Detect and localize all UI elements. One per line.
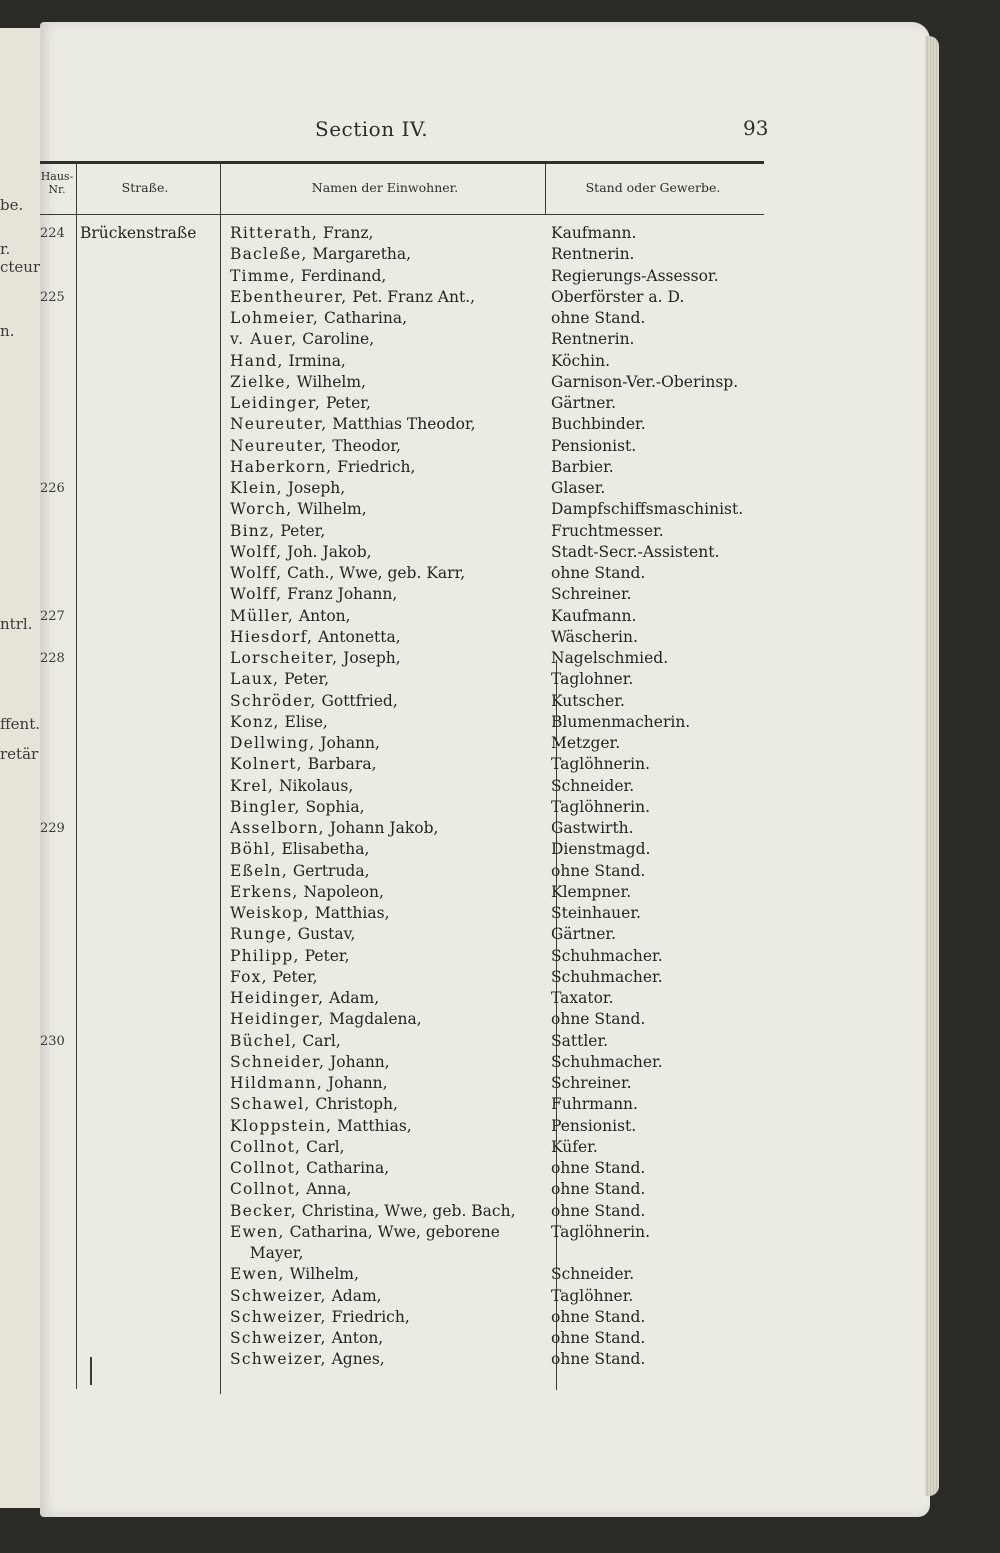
- table-row: [0, 329, 1000, 350]
- surname: Krel,: [230, 777, 275, 795]
- resident-name: [230, 776, 555, 797]
- resident-name: [230, 903, 555, 924]
- resident-name: [230, 478, 555, 499]
- table-row: [0, 308, 1000, 329]
- table-row: [0, 648, 1000, 669]
- given-name: Elise,: [279, 713, 328, 731]
- table-row: [0, 1158, 1000, 1179]
- occupation: Gärtner.: [551, 925, 617, 943]
- resident-name: [230, 924, 555, 945]
- occupation: Taxator.: [551, 989, 614, 1007]
- resident-name: [230, 669, 555, 690]
- surname: Lorscheiter,: [230, 649, 339, 667]
- resident-name: [230, 1031, 555, 1052]
- occupation: Sattler.: [551, 1032, 609, 1050]
- resident-name: [230, 1264, 555, 1285]
- occupation: Stadt-Secr.-Assistent.: [551, 543, 720, 561]
- surname: v. Auer,: [230, 330, 298, 348]
- given-name: Friedrich,: [332, 458, 416, 476]
- given-name: Wilhelm,: [292, 500, 367, 518]
- resident-name: [230, 393, 555, 414]
- table-row: [0, 244, 1000, 265]
- surname: Lohmeier,: [230, 309, 320, 327]
- given-name: Gottfried,: [316, 692, 398, 710]
- resident-name: [230, 436, 555, 457]
- given-name: Barbara,: [302, 755, 377, 773]
- table-row: [0, 988, 1000, 1009]
- table-row: [0, 499, 1000, 520]
- resident-name: [230, 1349, 555, 1370]
- table-row: [0, 393, 1000, 414]
- surname: Ebentheurer,: [230, 288, 348, 306]
- column-header-occupation: Stand oder Gewerbe.: [585, 180, 721, 195]
- resident-name: [230, 818, 555, 839]
- surname: Laux,: [230, 670, 280, 688]
- given-name: Carl,: [297, 1032, 341, 1050]
- resident-name: [230, 223, 555, 244]
- left-page-fragment: n.: [0, 322, 15, 340]
- resident-name: [230, 967, 555, 988]
- surname: Ewen,: [230, 1223, 285, 1241]
- resident-name: [230, 287, 555, 308]
- given-name: Johann,: [325, 1053, 390, 1071]
- given-name: Friedrich,: [326, 1308, 410, 1326]
- given-name: Joh. Jakob,: [282, 543, 372, 561]
- table-row: [0, 1031, 1000, 1052]
- column-header-names: Namen der Einwohner.: [311, 180, 459, 195]
- given-name: Margaretha,: [307, 245, 412, 263]
- surname: Eßeln,: [230, 862, 288, 880]
- occupation: ohne Stand.: [551, 564, 646, 582]
- table-row: [0, 1286, 1000, 1307]
- resident-name: [230, 1222, 555, 1243]
- table-row: [0, 1243, 1000, 1264]
- given-name: Franz,: [318, 224, 374, 242]
- given-name: Pet. Franz Ant.,: [347, 288, 476, 306]
- resident-name: [230, 244, 555, 265]
- table-row: [0, 627, 1000, 648]
- occupation: Regierungs-Assessor.: [551, 267, 719, 285]
- given-name: Wilhelm,: [284, 1265, 359, 1283]
- table-row: [0, 712, 1000, 733]
- surname: Becker,: [230, 1202, 297, 1220]
- table-row: [0, 606, 1000, 627]
- surname: Heidinger,: [230, 1010, 325, 1028]
- page-title: Section IV.: [315, 117, 429, 141]
- table-row: [0, 776, 1000, 797]
- surname: Haberkorn,: [230, 458, 333, 476]
- table-row: [0, 924, 1000, 945]
- given-name: Matthias,: [332, 1117, 412, 1135]
- table-row: [0, 733, 1000, 754]
- given-name: Adam,: [324, 989, 380, 1007]
- surname: Asselborn,: [230, 819, 325, 837]
- surname: Wolff,: [230, 543, 283, 561]
- resident-name: [230, 351, 555, 372]
- given-name: Joseph,: [338, 649, 401, 667]
- resident-name: [230, 861, 555, 882]
- occupation: ohne Stand.: [551, 1010, 646, 1028]
- surname: Ritterath,: [230, 224, 319, 242]
- given-name: Johann,: [315, 734, 380, 752]
- resident-name: [230, 988, 555, 1009]
- table-row: [0, 223, 1000, 244]
- resident-name: [230, 733, 555, 754]
- occupation: Taglöhner.: [551, 1287, 634, 1305]
- resident-name: [230, 563, 555, 584]
- occupation: Garnison-Ver.-Oberinsp.: [551, 373, 739, 391]
- occupation: Kutscher.: [551, 692, 625, 710]
- surname: Schawel,: [230, 1095, 311, 1113]
- occupation: Fruchtmesser.: [551, 522, 664, 540]
- house-number: 226: [40, 481, 65, 496]
- column-header-street: Straße.: [121, 180, 169, 195]
- given-name: Peter,: [267, 968, 318, 986]
- table-row: [0, 266, 1000, 287]
- table-row: [0, 563, 1000, 584]
- left-page-fragment: cteur: [0, 258, 41, 276]
- given-name: Cath., Wwe, geb. Karr,: [282, 564, 466, 582]
- given-name: Anton,: [326, 1329, 384, 1347]
- given-name: Catharina, Wwe, geborene: [284, 1223, 500, 1241]
- table-row: [0, 1073, 1000, 1094]
- given-name: Peter,: [279, 670, 330, 688]
- surname: Hand,: [230, 352, 284, 370]
- occupation: ohne Stand.: [551, 1159, 646, 1177]
- surname: Wolff,: [230, 585, 283, 603]
- table-row: [0, 436, 1000, 457]
- surname: Collnot,: [230, 1159, 302, 1177]
- surname: Schneider,: [230, 1053, 326, 1071]
- surname: Kolnert,: [230, 755, 303, 773]
- table-row: [0, 967, 1000, 988]
- resident-name: [230, 1094, 555, 1115]
- given-name: Antonetta,: [313, 628, 401, 646]
- surname: Heidinger,: [230, 989, 325, 1007]
- occupation: ohne Stand.: [551, 1202, 646, 1220]
- table-top-rule: [40, 161, 764, 164]
- table-row: [0, 1179, 1000, 1200]
- resident-name: [230, 648, 555, 669]
- given-name: Napoleon,: [298, 883, 384, 901]
- resident-name: [230, 712, 555, 733]
- surname: Wolff,: [230, 564, 283, 582]
- surname: Hiesdorf,: [230, 628, 314, 646]
- occupation: Schuhmacher.: [551, 947, 663, 965]
- table-row: [0, 521, 1000, 542]
- occupation: Taglohner.: [551, 670, 634, 688]
- surname: Dellwing,: [230, 734, 316, 752]
- given-name: Peter,: [321, 394, 371, 412]
- resident-name: [230, 1243, 555, 1264]
- resident-name: [230, 1137, 555, 1158]
- surname: Neureuter,: [230, 437, 328, 455]
- occupation: Taglöhnerin.: [551, 798, 651, 816]
- occupation: Kaufmann.: [551, 224, 637, 242]
- occupation: ohne Stand.: [551, 1308, 646, 1326]
- occupation: Dampfschiffsmaschinist.: [551, 500, 744, 518]
- surname: Müller,: [230, 607, 294, 625]
- given-name: Ferdinand,: [296, 267, 387, 285]
- table-row: [0, 903, 1000, 924]
- occupation: ohne Stand.: [551, 1350, 646, 1368]
- occupation: Köchin.: [551, 352, 611, 370]
- surname: Neureuter,: [230, 415, 328, 433]
- given-name: Carl,: [301, 1138, 345, 1156]
- resident-name: [230, 414, 555, 435]
- given-name: Anton,: [293, 607, 351, 625]
- given-name: Christina, Wwe, geb. Bach,: [296, 1202, 516, 1220]
- occupation: Schreiner.: [551, 585, 632, 603]
- house-number: 229: [40, 821, 65, 836]
- left-page-fragment: be.: [0, 196, 24, 214]
- resident-name: [230, 542, 555, 563]
- surname: Konz,: [230, 713, 280, 731]
- resident-name: [230, 754, 555, 775]
- surname: Bingler,: [230, 798, 301, 816]
- occupation: Gärtner.: [551, 394, 617, 412]
- table-row: [0, 797, 1000, 818]
- surname: Kloppstein,: [230, 1117, 333, 1135]
- table-row: [0, 754, 1000, 775]
- table-row: [0, 882, 1000, 903]
- resident-name: [230, 1158, 555, 1179]
- given-name: Franz Johann,: [282, 585, 398, 603]
- house-number: 224: [40, 226, 65, 241]
- surname: Hildmann,: [230, 1074, 323, 1092]
- column-header-house-no: Haus-Nr.: [40, 170, 74, 196]
- table-row: [0, 1137, 1000, 1158]
- table-row: [0, 1201, 1000, 1222]
- given-name: Agnes,: [326, 1350, 385, 1368]
- left-page-fragment: retär: [0, 745, 39, 763]
- occupation: Schneider.: [551, 777, 635, 795]
- given-name: Matthias Theodor,: [327, 415, 476, 433]
- given-name: Adam,: [326, 1287, 382, 1305]
- occupation: Taglöhnerin.: [551, 1223, 651, 1241]
- surname: Erkens,: [230, 883, 299, 901]
- given-name: Joseph,: [282, 479, 346, 497]
- table-row: [0, 1264, 1000, 1285]
- surname: Philipp,: [230, 947, 300, 965]
- given-name: Irmina,: [283, 352, 346, 370]
- surname: Weiskop,: [230, 904, 310, 922]
- occupation: Fuhrmann.: [551, 1095, 638, 1113]
- table-row: [0, 1349, 1000, 1370]
- left-page-fragment: ffent.: [0, 715, 40, 733]
- surname: Binz,: [230, 522, 276, 540]
- surname: Schweizer,: [230, 1350, 327, 1368]
- given-name: Mayer,: [230, 1244, 304, 1262]
- resident-name: [230, 1179, 555, 1200]
- surname: Böhl,: [230, 840, 277, 858]
- resident-name: [230, 1073, 555, 1094]
- occupation: Klempner.: [551, 883, 632, 901]
- given-name: Matthias,: [309, 904, 390, 922]
- resident-name: [230, 1286, 555, 1307]
- table-row: [0, 839, 1000, 860]
- table-row: [0, 372, 1000, 393]
- surname: Bacleße,: [230, 245, 308, 263]
- given-name: Theodor,: [327, 437, 401, 455]
- left-page-fragment: ntrl.: [0, 615, 33, 633]
- surname: Schweizer,: [230, 1329, 327, 1347]
- occupation: ohne Stand.: [551, 309, 646, 327]
- table-row: [0, 946, 1000, 967]
- table-row: [0, 691, 1000, 712]
- occupation: Rentnerin.: [551, 245, 635, 263]
- table-row: [0, 1328, 1000, 1349]
- resident-name: [230, 1116, 555, 1137]
- house-number: 225: [40, 290, 65, 305]
- occupation: Kaufmann.: [551, 607, 637, 625]
- surname: Fox,: [230, 968, 268, 986]
- surname: Schweizer,: [230, 1287, 327, 1305]
- occupation: Nagelschmied.: [551, 649, 669, 667]
- occupation: Oberförster a. D.: [551, 288, 685, 306]
- surname: Schweizer,: [230, 1308, 327, 1326]
- occupation: Blumenmacherin.: [551, 713, 691, 731]
- resident-name: [230, 1328, 555, 1349]
- resident-name: [230, 1009, 555, 1030]
- table-row: [0, 818, 1000, 839]
- given-name: Peter,: [275, 522, 326, 540]
- given-name: Catharina,: [319, 309, 408, 327]
- table-row: [0, 287, 1000, 308]
- surname: Büchel,: [230, 1032, 298, 1050]
- resident-name: [230, 521, 555, 542]
- surname: Collnot,: [230, 1180, 302, 1198]
- occupation: Schneider.: [551, 1265, 635, 1283]
- given-name: Wilhelm,: [291, 373, 366, 391]
- page-number: 93: [743, 116, 769, 140]
- surname: Klein,: [230, 479, 283, 497]
- table-row: [0, 1307, 1000, 1328]
- given-name: Nikolaus,: [274, 777, 354, 795]
- left-page-fragment: r.: [0, 240, 11, 258]
- table-row: [0, 414, 1000, 435]
- given-name: Gertruda,: [287, 862, 370, 880]
- occupation: Metzger.: [551, 734, 621, 752]
- resident-name: [230, 1052, 555, 1073]
- resident-name: [230, 627, 555, 648]
- resident-name: [230, 882, 555, 903]
- given-name: Christoph,: [310, 1095, 398, 1113]
- occupation: Gastwirth.: [551, 819, 634, 837]
- surname: Timme,: [230, 267, 296, 285]
- table-header-rule: [40, 214, 764, 215]
- occupation: Dienstmagd.: [551, 840, 651, 858]
- table-row: [0, 457, 1000, 478]
- table-row: [0, 584, 1000, 605]
- given-name: Elisabetha,: [276, 840, 370, 858]
- given-name: Johann,: [323, 1074, 388, 1092]
- resident-name: [230, 797, 555, 818]
- resident-name: [230, 839, 555, 860]
- table-row: [0, 1116, 1000, 1137]
- occupation: Buchbinder.: [551, 415, 646, 433]
- bracket-mark: [90, 1357, 96, 1385]
- occupation: ohne Stand.: [551, 1329, 646, 1347]
- house-number: 228: [40, 651, 65, 666]
- house-number: 230: [40, 1034, 65, 1049]
- surname: Collnot,: [230, 1138, 302, 1156]
- given-name: Johann Jakob,: [324, 819, 439, 837]
- occupation: Barbier.: [551, 458, 614, 476]
- house-number: 227: [40, 609, 65, 624]
- resident-name: [230, 266, 555, 287]
- table-row: [0, 542, 1000, 563]
- given-name: Caroline,: [297, 330, 375, 348]
- occupation: Pensionist.: [551, 1117, 637, 1135]
- given-name: Catharina,: [301, 1159, 390, 1177]
- table-row: [0, 1094, 1000, 1115]
- resident-name: [230, 308, 555, 329]
- occupation: ohne Stand.: [551, 862, 646, 880]
- resident-name: [230, 1307, 555, 1328]
- surname: Schröder,: [230, 692, 317, 710]
- table-row: [0, 669, 1000, 690]
- table-row: [0, 1222, 1000, 1243]
- occupation: Taglöhnerin.: [551, 755, 651, 773]
- surname: Worch,: [230, 500, 293, 518]
- occupation: Glaser.: [551, 479, 606, 497]
- occupation: Schreiner.: [551, 1074, 632, 1092]
- resident-name: [230, 372, 555, 393]
- surname: Runge,: [230, 925, 293, 943]
- resident-name: [230, 329, 555, 350]
- surname: Zielke,: [230, 373, 292, 391]
- occupation: Schuhmacher.: [551, 1053, 663, 1071]
- given-name: Gustav,: [292, 925, 356, 943]
- resident-name: [230, 499, 555, 520]
- resident-name: [230, 584, 555, 605]
- resident-name: [230, 457, 555, 478]
- given-name: Magdalena,: [324, 1010, 422, 1028]
- occupation: Wäscherin.: [551, 628, 638, 646]
- surname: Leidinger,: [230, 394, 322, 412]
- column-divider-names-head: [545, 164, 546, 214]
- occupation: Rentnerin.: [551, 330, 635, 348]
- occupation: Steinhauer.: [551, 904, 641, 922]
- table-row: [0, 1052, 1000, 1073]
- surname: Ewen,: [230, 1265, 285, 1283]
- occupation: ohne Stand.: [551, 1180, 646, 1198]
- occupation: Schuhmacher.: [551, 968, 663, 986]
- resident-name: [230, 691, 555, 712]
- given-name: Anna,: [301, 1180, 352, 1198]
- resident-name: [230, 606, 555, 627]
- occupation: Küfer.: [551, 1138, 598, 1156]
- table-row: [0, 1009, 1000, 1030]
- table-row: [0, 351, 1000, 372]
- resident-name: [230, 946, 555, 967]
- street-name: Brückenstraße: [80, 224, 197, 242]
- table-row: [0, 478, 1000, 499]
- given-name: Sophia,: [300, 798, 365, 816]
- occupation: Pensionist.: [551, 437, 637, 455]
- resident-name: [230, 1201, 555, 1222]
- given-name: Peter,: [299, 947, 350, 965]
- table-row: [0, 861, 1000, 882]
